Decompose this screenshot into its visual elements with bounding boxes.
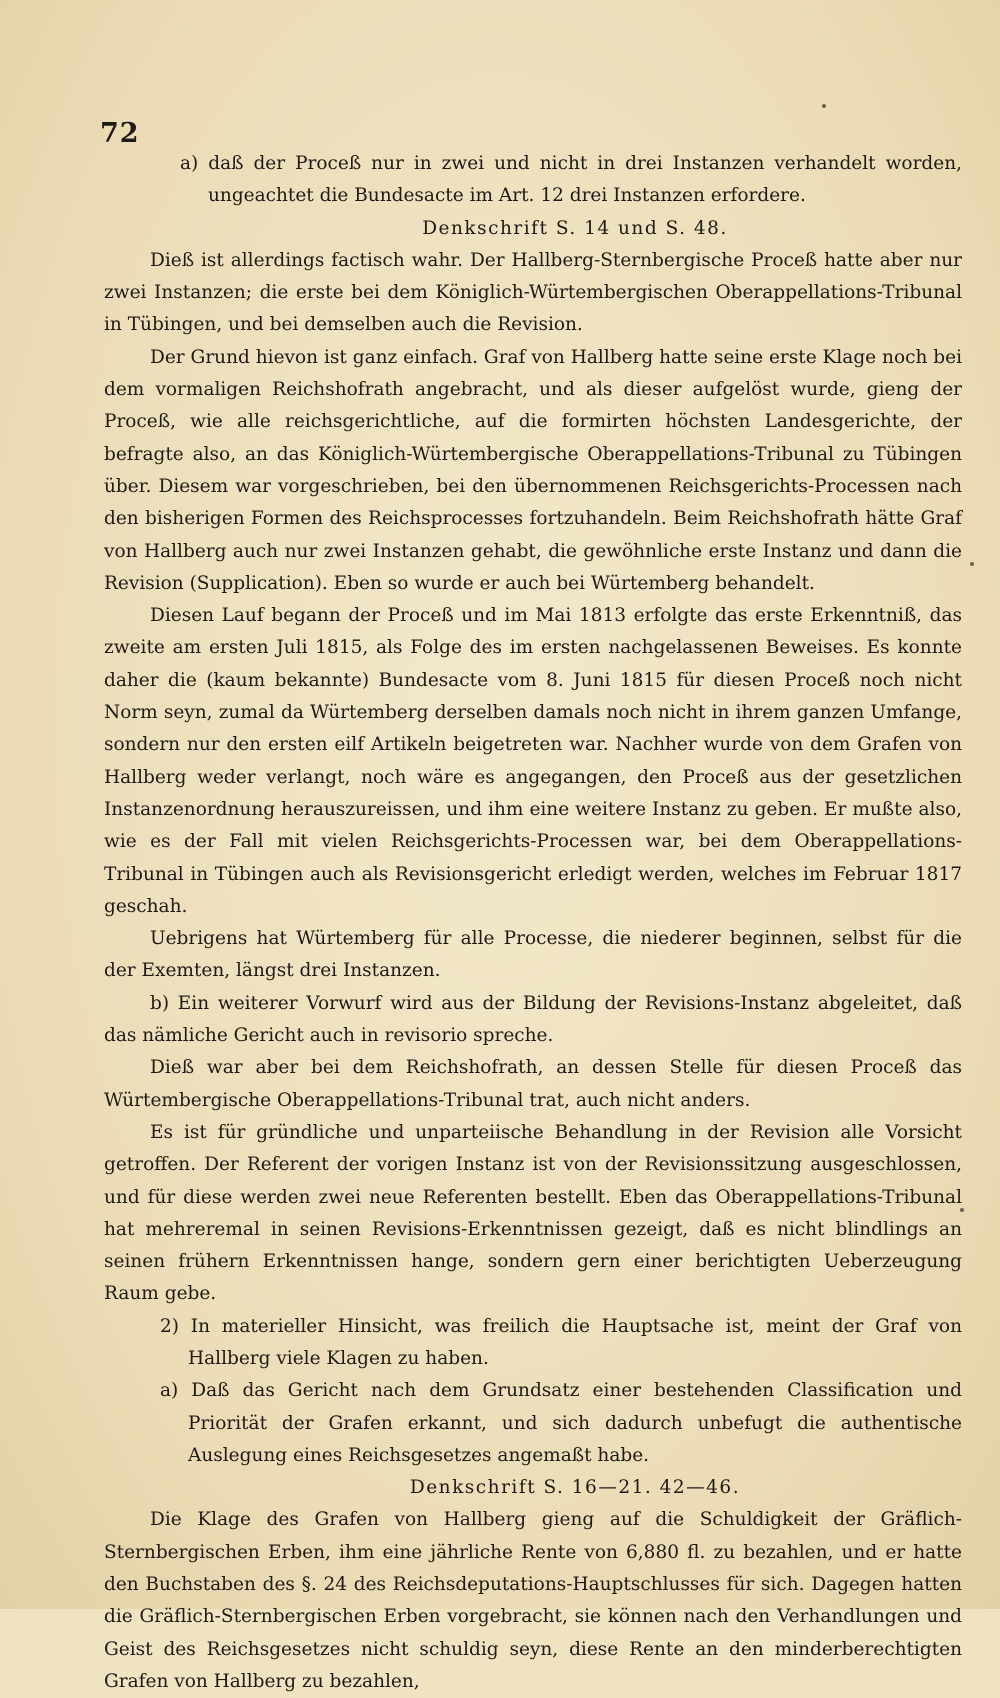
reference-line: Denkschrift S. 16—21. 42—46. (409, 1477, 741, 1499)
paragraph-item-a: a) daß der Proceß nur in zwei und nicht in drei Instanzen verhandelt worden, ungeachtet die Bundesacte im Art. 12 drei Instanzen erfordere. (180, 153, 962, 207)
page-number: 72 (100, 118, 140, 149)
paragraph: Der Grund hievon ist ganz einfach. Graf von Hallberg hatte seine erste Klage noch bei dem vormaligen Reichshofrath angebracht, und als dieser aufgelöst wurde, gieng der Proceß, wie alle reichsgerichtliche, auf die formirten höchsten Landesgerichte, der befragte also, an das Königlich-Würtembergische Oberappellations-Tribunal zu Tübingen über. Diesem war vorgeschrieben, bei den übernommenen Reichsgerichts-Processen nach den bisherigen Formen des Reichsprocesses fortzuhandeln. Beim Reichshofrath hätte Graf von Hallberg auch nur zwei Instanzen gehabt, die gewöhnliche erste Instanz und dann die Revision (Supplication). Eben so wurde er auch bei Würtemberg behandelt. (104, 346, 962, 594)
print-speck (822, 104, 826, 108)
paragraph: Diesen Lauf begann der Proceß und im Mai 1813 erfolgte das erste Erkenntniß, das zweite am ersten Juli 1815, als Folge des im ersten nachgelassenen Beweises. Es konnte daher die (kaum bekannte) Bundesacte vom 8. Juni 1815 für diesen Proceß noch nicht Norm seyn, zumal da Würtemberg derselben damals noch nicht in ihrem ganzen Umfange, sondern nur den ersten eilf Artikeln beigetreten war. Nachher wurde von dem Grafen von Hallberg weder verlangt, noch wäre es angegangen, den Proceß aus der gesetzlichen Instanzenordnung herauszureissen, und ihm eine weitere Instanz zu geben. Er mußte also, wie es der Fall mit vielen Reichsgerichts-Processen war, bei dem Oberappellations-Tribunal in Tübingen auch als Revisionsgericht erledigt werden, welches im Februar 1817 geschah. (104, 605, 962, 917)
paragraph: Dieß war aber bei dem Reichshofrath, an dessen Stelle für diesen Proceß das Würtembergische Oberappellations-Tribunal trat, auch nicht anders. (104, 1057, 962, 1111)
text-body (104, 148, 962, 1698)
paragraph: Es ist für gründliche und unparteiische Behandlung in der Revision alle Vorsicht getroffen. Der Referent der vorigen Instanz ist von der Revisionssitzung ausgeschlossen, und für diese werden zwei neue Referenten bestellt. Eben das Oberappellations-Tribunal hat mehreremal in seinen Revisions-Erkenntnissen gezeigt, daß es nicht blindlings an seinen frühern Erkenntnissen hange, sondern gern einer berichtigten Ueberzeugung Raum gebe. (104, 1121, 962, 1305)
paragraph-item-b: b) Ein weiterer Vorwurf wird aus der Bildung der Revisions-Instanz abgeleitet, daß das nämliche Gericht auch in revisorio spreche. (104, 992, 962, 1047)
paragraph-item-2: 2) In materieller Hinsicht, was freilich die Hauptsache ist, meint der Graf von Hallberg viele Klagen zu haben. (160, 1315, 962, 1369)
reference-line: Denkschrift S. 14 und S. 48. (422, 217, 728, 239)
paragraph: Uebrigens hat Würtemberg für alle Processe, die niederer beginnen, selbst für die der Exemten, längst drei Instanzen. (104, 928, 962, 982)
print-speck (970, 562, 974, 566)
paragraph: Dieß ist allerdings factisch wahr. Der Hallberg-Sternbergische Proceß hatte aber nur zwei Instanzen; die erste bei dem Königlich-Würtembergischen Oberappellations-Tribunal in Tübingen, und bei demselben auch die Revision. (104, 249, 962, 336)
paragraph-item-a-sub: a) Daß das Gericht nach dem Grundsatz einer bestehenden Classification und Priorität der Grafen erkannt, und sich dadurch unbefugt die authentische Auslegung eines Reichsgesetzes angemaßt habe. (160, 1380, 962, 1466)
paragraph: Die Klage des Grafen von Hallberg gieng auf die Schuldigkeit der Gräflich-Sternbergischen Erben, ihm eine jährliche Rente von 6,880 fl. zu bezahlen, und er hatte den Buchstaben des §. 24 des Reichsdeputations-Hauptschlusses für sich. Dagegen hatten die Gräflich-Sternbergischen Erben vorgebracht, sie können nach den Verhandlungen und Geist des Reichsgesetzes nicht schuldig seyn, diese Rente an den minderberechtigten Grafen von Hallberg zu bezahlen, (104, 1509, 962, 1692)
print-speck (960, 1208, 964, 1212)
